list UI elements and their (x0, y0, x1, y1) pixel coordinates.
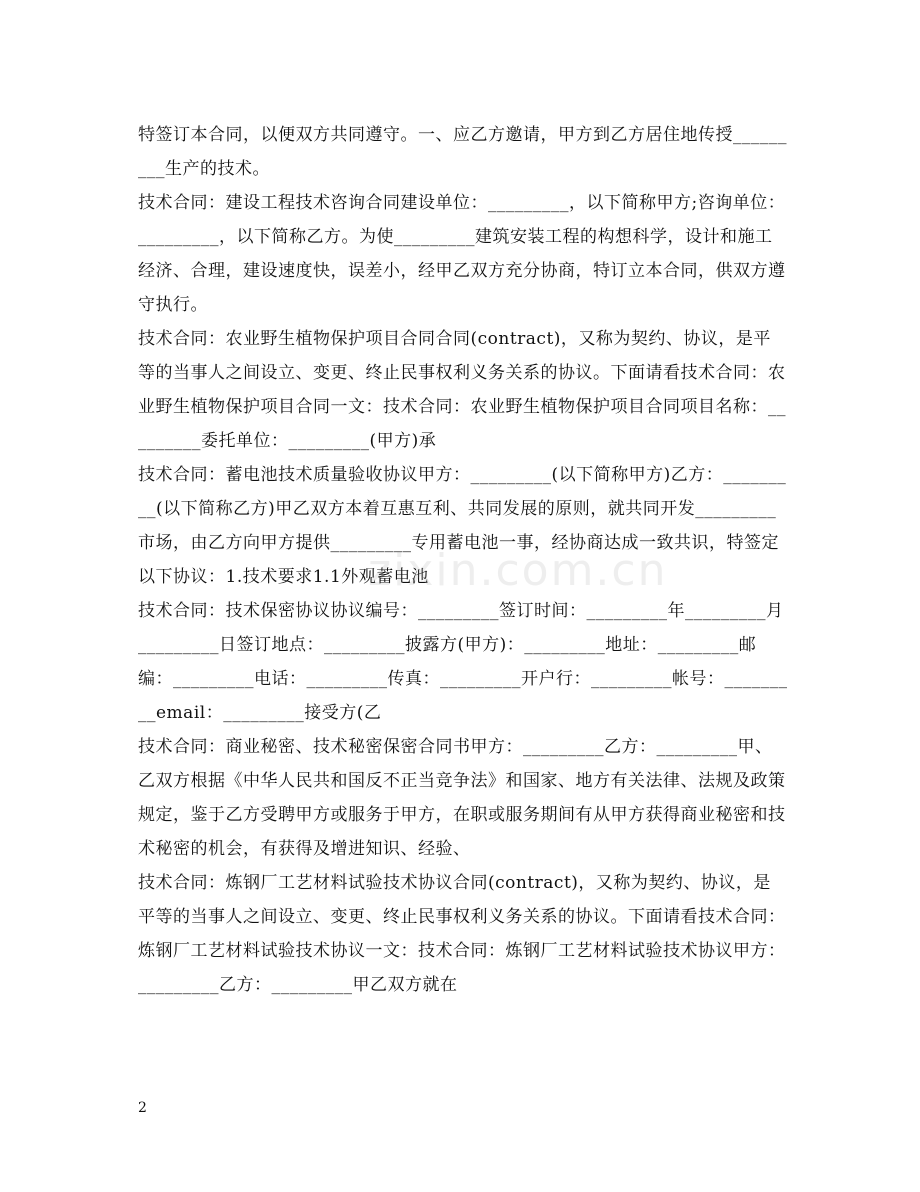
watermark: zixin.com.cn (368, 545, 668, 596)
page-number: 2 (138, 1100, 147, 1116)
document-body (138, 118, 788, 1002)
paragraph-4: 技术合同：蓄电池技术质量验收协议甲方：_________(以下简称甲方)乙方：_________(以下简称乙方)甲乙双方本着互惠互利、共同发展的原则，就共同开发_________市场，由乙方向甲方提供_________专用蓄电池一事，经协商达成一致共识，特签定以下协议：1.技术要求1.1外观蓄电池 (138, 465, 787, 587)
paragraph-5: 技术合同：技术保密协议协议编号：_________签订时间：_________年_________月_________日签订地点：_________披露方(甲方)：_________地址：_________邮编：_________电话：_________传真：_________开户行：_________帐号：_________email：_________接受方(乙 (138, 601, 788, 723)
paragraph-3: 技术合同：农业野生植物保护项目合同合同(contract)，又称为契约、协议，是平等的当事人之间设立、变更、终止民事权利义务关系的协议。下面请看技术合同：农业野生植物保护项目合同一文：技术合同：农业野生植物保护项目合同项目名称：_________委托单位：_________(甲方)承 (138, 329, 786, 451)
paragraph-7: 技术合同：炼钢厂工艺材料试验技术协议合同(contract)，又称为契约、协议，是平等的当事人之间设立、变更、终止民事权利义务关系的协议。下面请看技术合同：炼钢厂工艺材料试验技术协议一文：技术合同：炼钢厂工艺材料试验技术协议甲方：_________乙方：_________甲乙双方就在 (138, 873, 786, 995)
paragraph-2: 技术合同：建设工程技术咨询合同建设单位：_________，以下简称甲方;咨询单位：_________，以下简称乙方。为使_________建筑安装工程的构想科学，设计和施工经济、合理，建设速度快，误差小，经甲乙双方充分协商，特订立本合同，供双方遵守执行。 (138, 193, 786, 315)
paragraph-6: 技术合同：商业秘密、技术秘密保密合同书甲方：_________乙方：_________甲、乙双方根据《中华人民共和国反不正当竞争法》和国家、地方有关法律、法规及政策规定，鉴于乙方受聘甲方或服务于甲方，在职或服务期间有从甲方获得商业秘密和技术秘密的机会，有获得及增进知识、经验、 (138, 737, 786, 859)
paragraph-1: 特签订本合同，以便双方共同遵守。一、应乙方邀请，甲方到乙方居住地传授_________生产的技术。 (138, 125, 787, 179)
